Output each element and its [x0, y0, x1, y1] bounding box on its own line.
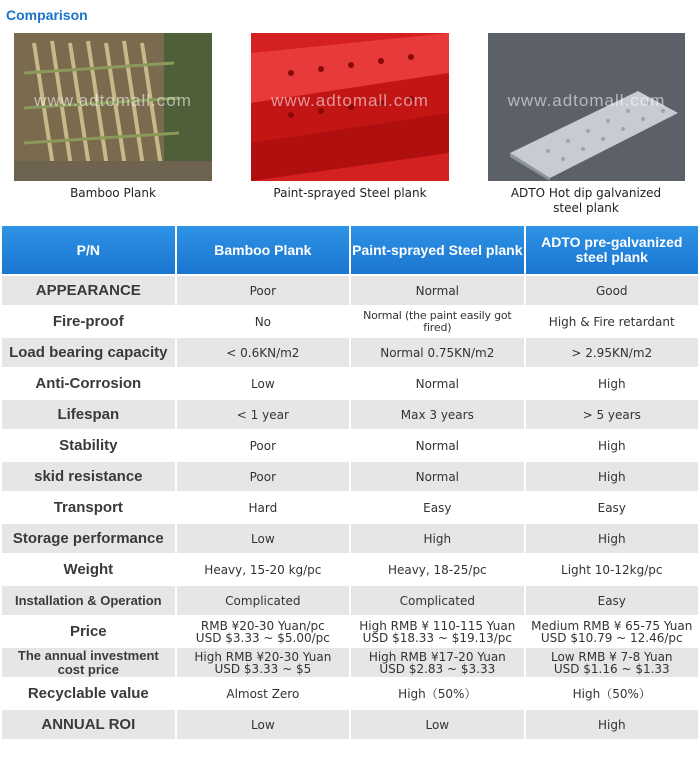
row-label: APPEARANCE: [2, 276, 175, 305]
cell-bamboo: Hard: [177, 493, 349, 522]
watermark: www.adtomall.com: [507, 91, 666, 110]
cell-adto: High & Fire retardant: [526, 307, 698, 336]
cell-painted: Normal (the paint easily got fired): [351, 307, 523, 336]
cell-bamboo: Almost Zero: [177, 679, 349, 708]
cell-adto: High（50%）: [526, 679, 698, 708]
header-adto: ADTO pre-galvanized steel plank: [526, 226, 698, 274]
cell-bamboo: < 1 year: [177, 400, 349, 429]
cell-painted: Low: [351, 710, 523, 739]
cell-adto: High: [526, 431, 698, 460]
caption-line: ADTO Hot dip galvanized: [510, 186, 662, 200]
cell-adto: Light 10-12kg/pc: [526, 555, 698, 584]
cell-line: Medium RMB ¥ 65-75 Yuan: [531, 618, 693, 633]
cell-painted: Normal: [351, 431, 523, 460]
cell-painted: Heavy, 18-25/pc: [351, 555, 523, 584]
cell-adto: High: [526, 710, 698, 739]
bamboo-plank-photo: [14, 33, 212, 181]
cell-line: Low RMB ¥ 7-8 Yuan: [550, 649, 673, 664]
page-title: Comparison: [6, 7, 88, 23]
cell-bamboo: Low: [177, 710, 349, 739]
cell-adto: [526, 648, 698, 677]
galvanized-plank-photo: [488, 33, 685, 181]
row-label-line: The annual investment: [17, 647, 159, 663]
row-label: Load bearing capacity: [2, 338, 175, 367]
row-label: Price: [2, 617, 175, 646]
row-label: Fire-proof: [2, 307, 175, 336]
cell-line: High RMB ¥ 110-115 Yuan: [359, 618, 516, 633]
caption-line: steel plank: [553, 201, 619, 215]
table-row: [2, 400, 698, 429]
table-row: [2, 276, 698, 305]
cell-bamboo: < 0.6KN/m2: [177, 338, 349, 367]
cell-painted: Normal: [351, 276, 523, 305]
watermark: www.adtomall.com: [34, 91, 192, 110]
table-row: [2, 338, 698, 367]
cell-adto: High: [526, 524, 698, 553]
cell-painted: [351, 617, 523, 646]
header-bamboo: Bamboo Plank: [177, 226, 349, 274]
cell-line: USD $3.33 ~ $5.00/pc: [195, 630, 330, 645]
cell-bamboo: [177, 617, 349, 646]
row-label: Weight: [2, 555, 175, 584]
row-label: Storage performance: [2, 524, 175, 553]
table-row: [2, 369, 698, 398]
comparison-table: [0, 224, 700, 741]
paint-sprayed-plank-photo: [251, 33, 449, 181]
table-row: [2, 586, 698, 615]
row-label: Transport: [2, 493, 175, 522]
table-row: [2, 617, 698, 646]
header-painted: Paint-sprayed Steel plank: [351, 226, 523, 274]
cell-painted: Normal 0.75KN/m2: [351, 338, 523, 367]
cell-adto: [526, 617, 698, 646]
cell-line: High RMB ¥20-30 Yuan: [194, 649, 332, 664]
cell-painted: High: [351, 524, 523, 553]
table-row: [2, 431, 698, 460]
cell-adto: High: [526, 462, 698, 491]
cell-bamboo: No: [177, 307, 349, 336]
row-label: skid resistance: [2, 462, 175, 491]
cell-painted: Complicated: [351, 586, 523, 615]
table-row: [2, 648, 698, 677]
table-row: [2, 307, 698, 336]
photo-caption-bamboo: Bamboo Plank: [70, 186, 156, 200]
table-row: [2, 524, 698, 553]
cell-line: USD $10.79 ~ 12.46/pc: [540, 630, 683, 645]
cell-painted: Normal: [351, 462, 523, 491]
row-label: Anti-Corrosion: [2, 369, 175, 398]
cell-line: USD $1.16 ~ $1.33: [553, 661, 670, 676]
cell-adto: Good: [526, 276, 698, 305]
cell-bamboo: Complicated: [177, 586, 349, 615]
cell-line: USD $18.33 ~ $19.13/pc: [362, 630, 512, 645]
table-row: [2, 462, 698, 491]
cell-bamboo: Low: [177, 524, 349, 553]
row-label: [2, 648, 175, 677]
cell-adto: Easy: [526, 586, 698, 615]
row-label: Stability: [2, 431, 175, 460]
table-row: [2, 710, 698, 739]
cell-bamboo: Poor: [177, 431, 349, 460]
row-label: Lifespan: [2, 400, 175, 429]
cell-painted: Easy: [351, 493, 523, 522]
table-row: [2, 555, 698, 584]
cell-adto: Easy: [526, 493, 698, 522]
table-header-row: [2, 226, 698, 274]
cell-adto: > 5 years: [526, 400, 698, 429]
table-row: [2, 679, 698, 708]
photo-caption-painted: Paint-sprayed Steel plank: [273, 186, 427, 200]
cell-line: USD $3.33 ~ $5: [214, 661, 312, 676]
cell-bamboo: Poor: [177, 462, 349, 491]
header-pn: P/N: [2, 226, 175, 274]
table-row: [2, 493, 698, 522]
row-label: ANNUAL ROI: [2, 710, 175, 739]
watermark: www.adtomall.com: [271, 91, 429, 110]
cell-bamboo: Low: [177, 369, 349, 398]
cell-bamboo: Poor: [177, 276, 349, 305]
cell-painted: Normal: [351, 369, 523, 398]
row-label-line: cost price: [57, 661, 120, 677]
cell-painted: Max 3 years: [351, 400, 523, 429]
cell-line: High RMB ¥17-20 Yuan: [368, 649, 506, 664]
cell-bamboo: [177, 648, 349, 677]
cell-painted: High（50%）: [351, 679, 523, 708]
photo-caption-galvanized: [486, 186, 686, 216]
row-label: Installation & Operation: [2, 586, 175, 615]
cell-line: USD $2.83 ~ $3.33: [379, 661, 496, 676]
cell-line: RMB ¥20-30 Yuan/pc: [200, 618, 325, 633]
cell-bamboo: Heavy, 15-20 kg/pc: [177, 555, 349, 584]
cell-adto: > 2.95KN/m2: [526, 338, 698, 367]
cell-adto: High: [526, 369, 698, 398]
row-label: Recyclable value: [2, 679, 175, 708]
cell-painted: [351, 648, 523, 677]
